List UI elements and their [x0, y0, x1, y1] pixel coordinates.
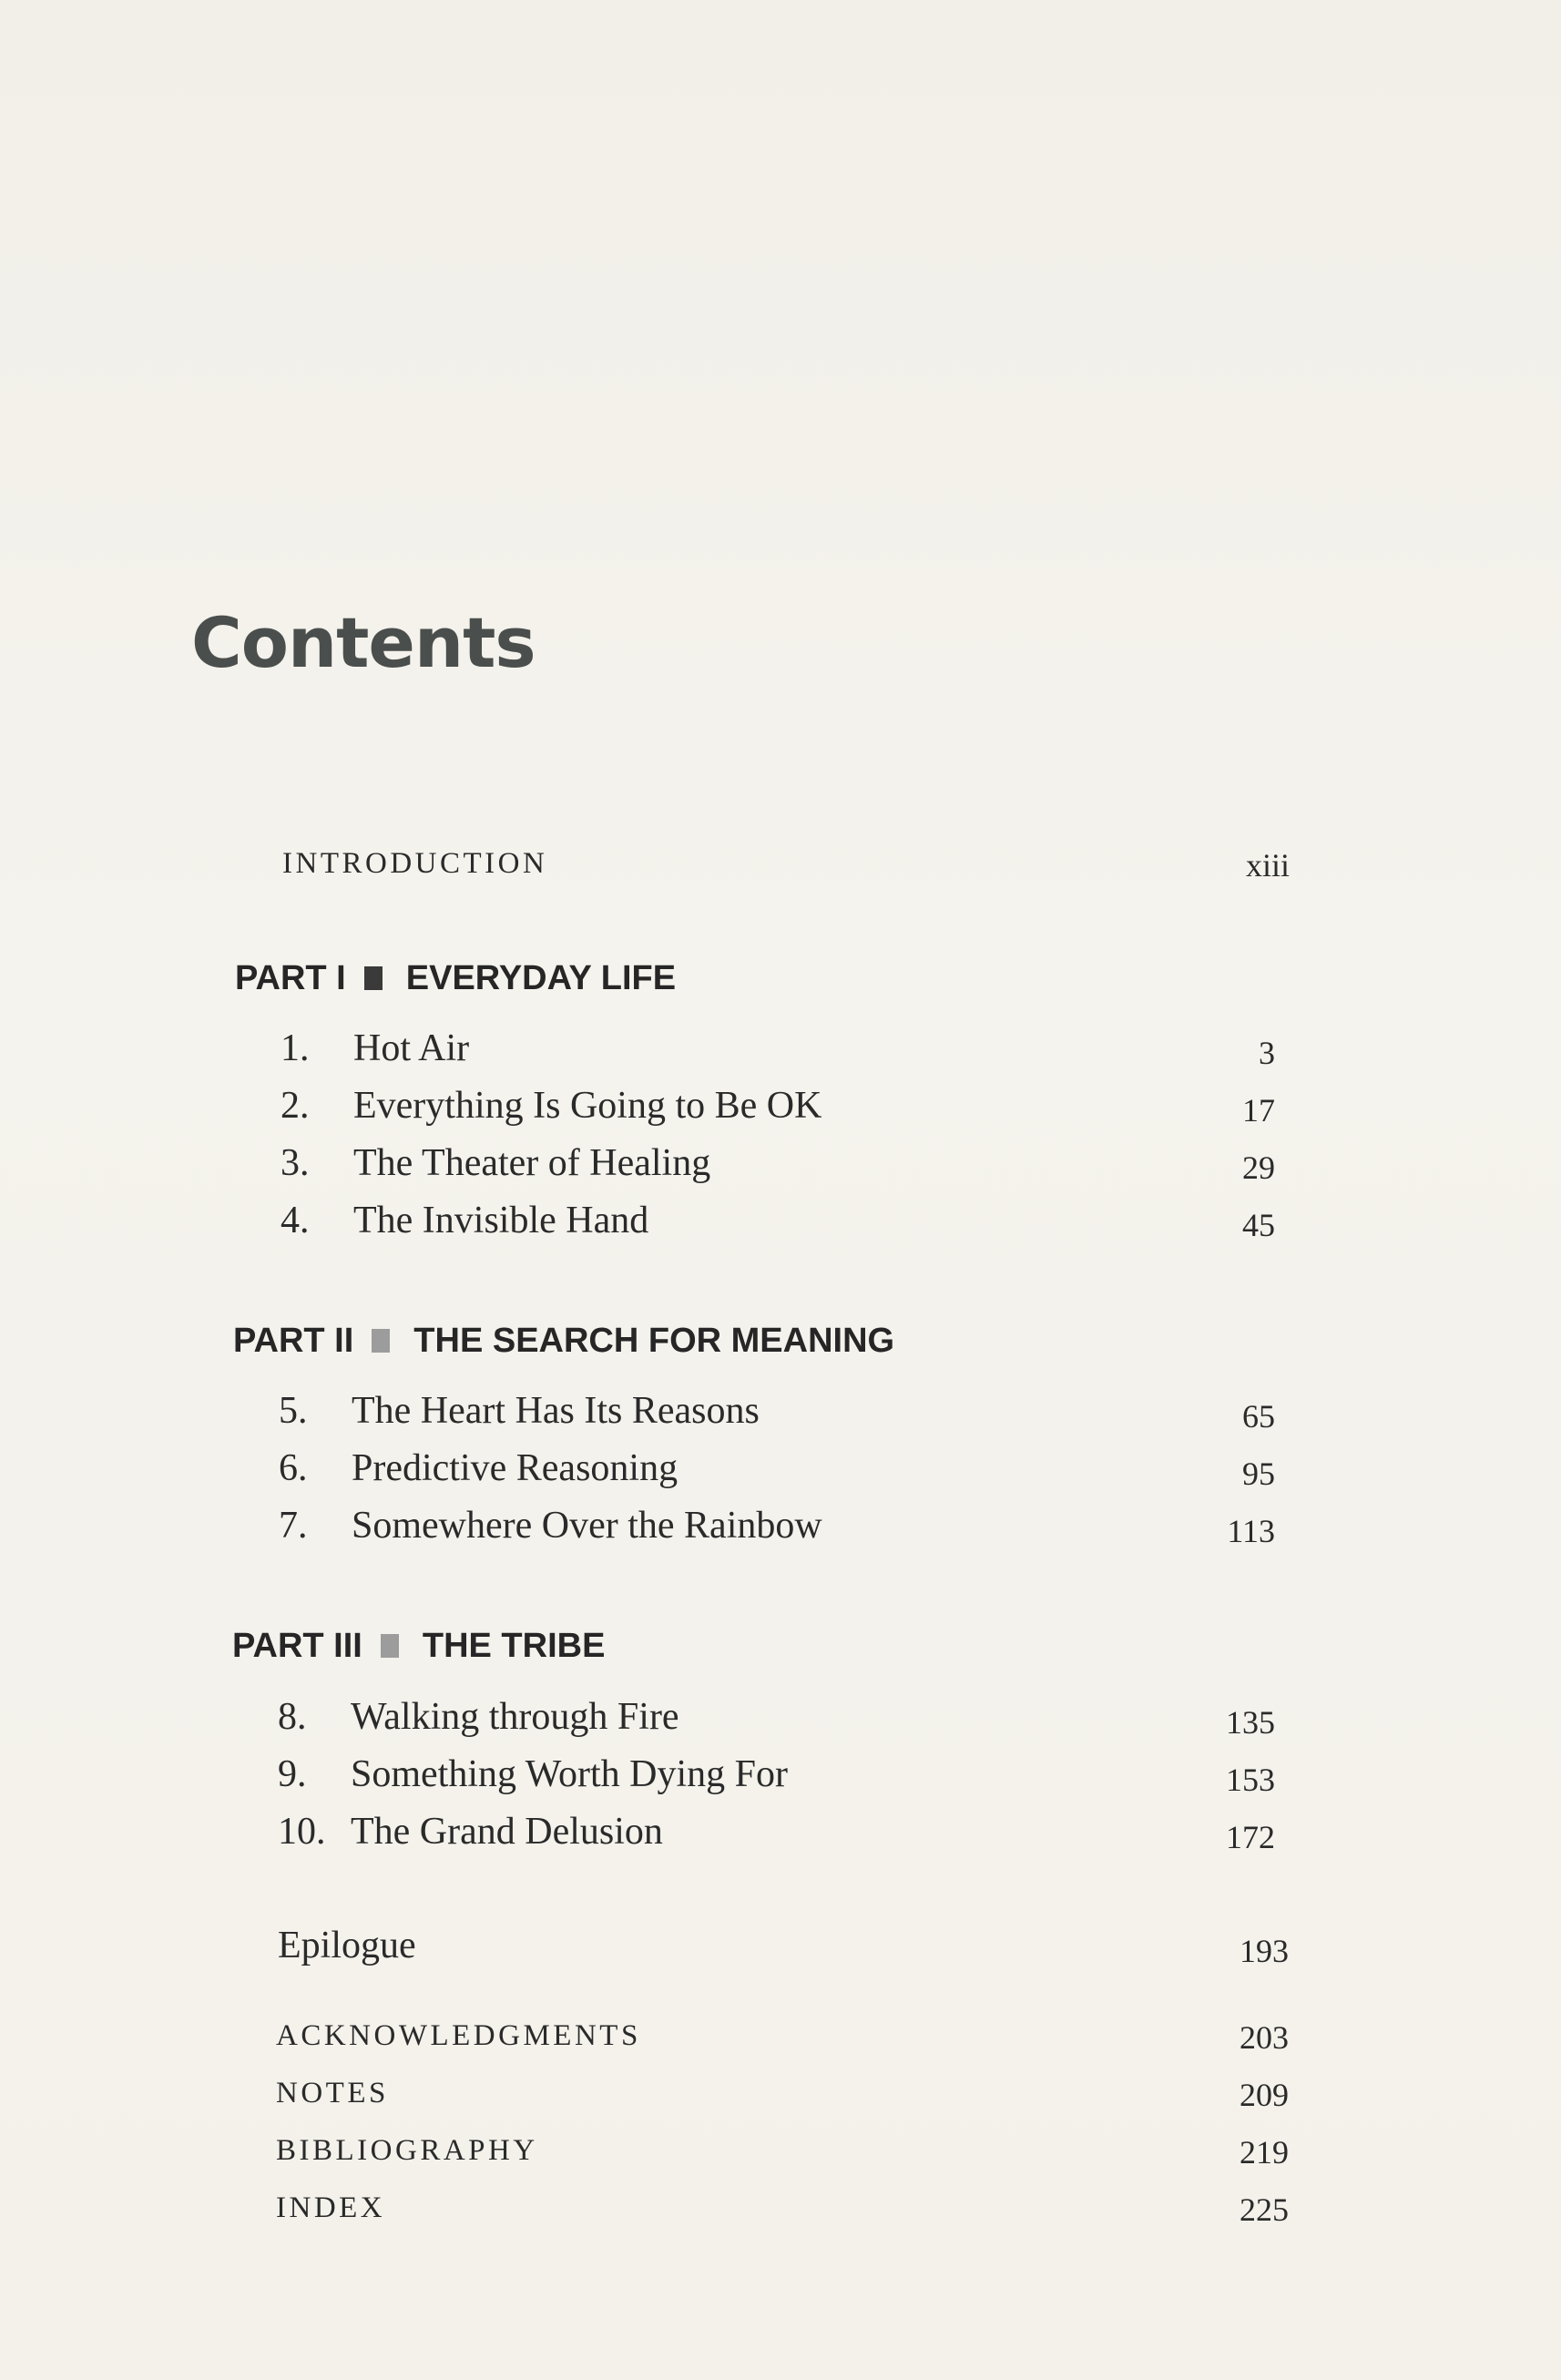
part-label: PART III: [232, 1627, 362, 1665]
page-title: Contents: [191, 602, 536, 683]
chapter-number: 4.: [281, 1200, 310, 1241]
part-name: THE TRIBE: [422, 1627, 606, 1665]
chapter-number: 3.: [281, 1142, 310, 1184]
chapter-number: 10.: [278, 1811, 326, 1853]
toc-page-introduction: xiii: [1245, 847, 1290, 884]
toc-chapter-5[interactable]: [279, 1392, 760, 1430]
toc-page-chapter-6: 95: [1242, 1456, 1275, 1492]
toc-page-chapter-4: 45: [1242, 1207, 1275, 1243]
toc-chapter-7[interactable]: [279, 1507, 822, 1545]
toc-entry-bibliography[interactable]: BIBLIOGRAPHY: [276, 2134, 538, 2167]
toc-page-chapter-8: 135: [1226, 1704, 1275, 1741]
toc-page-acknowledgments: 203: [1240, 2019, 1289, 2056]
chapter-title: Something Worth Dying For: [351, 1753, 789, 1795]
square-bullet-icon: [381, 1634, 399, 1658]
toc-chapter-8[interactable]: [278, 1698, 679, 1736]
part-label: PART I: [235, 959, 346, 997]
toc-page-notes: 209: [1240, 2077, 1289, 2113]
toc-page-chapter-1: 3: [1259, 1035, 1275, 1071]
chapter-title: Hot Air: [353, 1027, 470, 1069]
toc-chapter-10[interactable]: [278, 1813, 663, 1851]
toc-page-chapter-5: 65: [1242, 1398, 1275, 1435]
chapter-number: 1.: [281, 1027, 310, 1069]
toc-chapter-9[interactable]: [278, 1755, 788, 1793]
chapter-title: Everything Is Going to Be OK: [353, 1085, 822, 1127]
toc-page-chapter-10: 172: [1226, 1819, 1275, 1855]
square-bullet-icon: [372, 1329, 390, 1353]
toc-chapter-1[interactable]: [281, 1029, 469, 1067]
chapter-number: 5.: [279, 1390, 308, 1432]
toc-chapter-3[interactable]: [281, 1144, 710, 1182]
toc-page-chapter-9: 153: [1226, 1762, 1275, 1798]
toc-page-chapter-7: 113: [1227, 1513, 1275, 1549]
chapter-title: The Grand Delusion: [351, 1811, 663, 1853]
square-bullet-icon: [364, 966, 383, 990]
part-heading-2: [233, 1323, 894, 1358]
part-label: PART II: [233, 1322, 354, 1360]
chapter-number: 9.: [278, 1753, 307, 1795]
toc-entry-index[interactable]: INDEX: [276, 2191, 386, 2224]
toc-entry-notes[interactable]: NOTES: [276, 2077, 389, 2109]
chapter-number: 2.: [281, 1085, 310, 1127]
part-heading-3: [232, 1629, 605, 1663]
toc-entry-introduction[interactable]: INTRODUCTION: [282, 847, 548, 880]
chapter-title: Predictive Reasoning: [352, 1447, 678, 1489]
toc-chapter-4[interactable]: [281, 1201, 648, 1240]
chapter-title: The Theater of Healing: [353, 1142, 711, 1184]
part-name: EVERYDAY LIFE: [405, 959, 677, 997]
toc-page-index: 225: [1240, 2191, 1289, 2228]
toc-page-chapter-3: 29: [1242, 1149, 1275, 1186]
chapter-title: Somewhere Over the Rainbow: [352, 1505, 822, 1547]
toc-entry-epilogue[interactable]: Epilogue: [278, 1925, 416, 1966]
toc-chapter-6[interactable]: [279, 1449, 678, 1487]
chapter-number: 8.: [278, 1696, 307, 1738]
toc-chapter-2[interactable]: [281, 1087, 821, 1125]
chapter-number: 7.: [279, 1505, 308, 1547]
part-name: THE SEARCH FOR MEANING: [413, 1322, 895, 1360]
chapter-title: The Invisible Hand: [353, 1200, 649, 1241]
toc-page-chapter-2: 17: [1242, 1092, 1275, 1129]
chapter-number: 6.: [279, 1447, 308, 1489]
chapter-title: Walking through Fire: [351, 1696, 679, 1738]
chapter-title: The Heart Has Its Reasons: [352, 1390, 760, 1432]
toc-page-bibliography: 219: [1240, 2134, 1289, 2171]
part-heading-1: [235, 961, 676, 996]
toc-page-epilogue: 193: [1240, 1933, 1289, 1969]
toc-entry-acknowledgments[interactable]: ACKNOWLEDGMENTS: [276, 2019, 641, 2052]
